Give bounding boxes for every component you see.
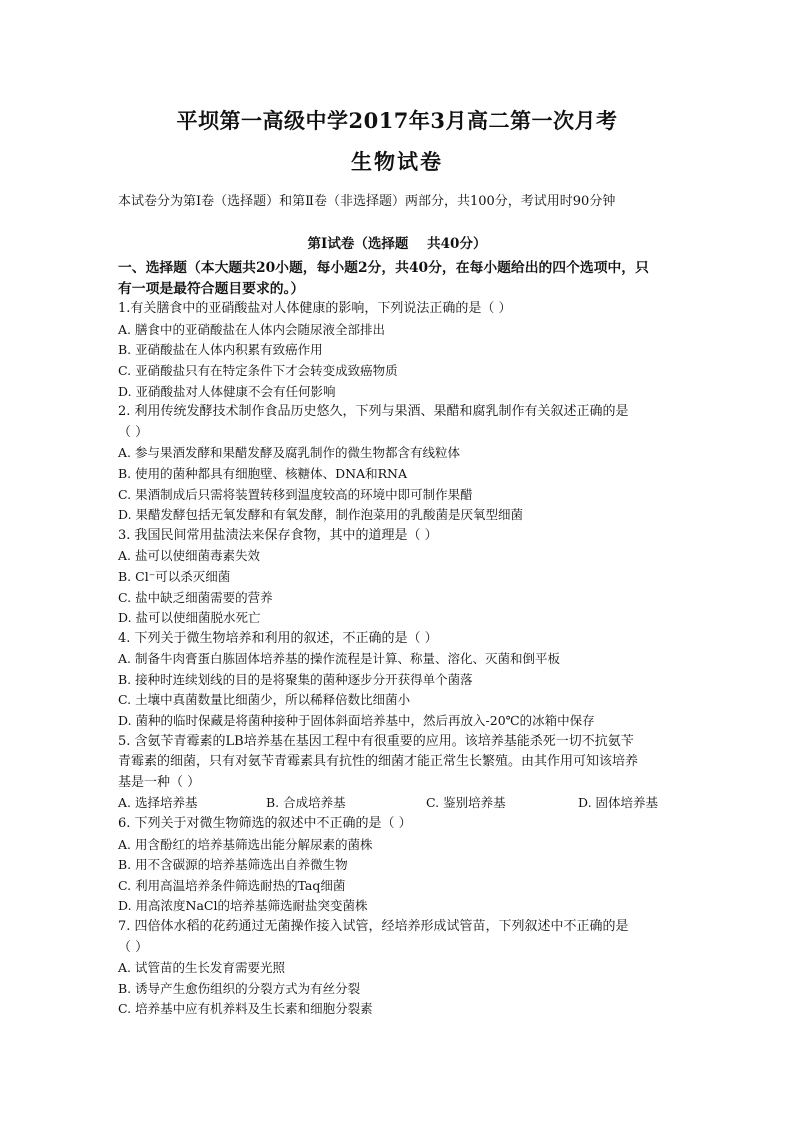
option-row [118,793,678,814]
option: A. 盐可以使细菌毒素失效 [118,548,260,564]
option: A. 参与果酒发酵和果醋发酵及腐乳制作的微生物都含有线粒体 [118,445,460,461]
question-stem: 6. 下列关于对微生物筛选的叙述中不正确的是（ ） [118,816,412,832]
option: D. 果醋发酵包括无氧发酵和有氧发酵，制作泡菜用的乳酸菌是厌氧型细菌 [118,507,524,523]
exam-subtitle: 生物试卷 [351,149,443,174]
option: B. 合成培养基 [266,795,346,811]
option: C. 培养基中应有机养料及生长素和细胞分裂素 [118,1001,373,1017]
option: D. 固体培养基 [578,795,659,811]
question-stem: 7. 四倍体水稻的花药通过无菌操作接入试管，经培养形成试管苗，下列叙述中不正确的是 [118,919,629,934]
option: C. 果酒制成后只需将装置转移到温度较高的环境中即可制作果醋 [118,486,473,502]
question-stem: 2. 利用传统发酵技术制作食品历史悠久，下列与果酒、果醋和腐乳制作有关叙述正确的是 [118,404,629,420]
option: B. 接种时连续划线的目的是将聚集的菌种逐步分开获得单个菌落 [118,671,473,687]
question-stem: 青霉素的细菌，只有对氨苄青霉素具有抗性的细菌才能正常生长繁殖。由其作用可知该培养 [118,754,639,770]
option: B. 诱导产生愈伤组织的分裂方式为有丝分裂 [118,980,361,996]
question-stem: 1.有关膳食中的亚硝酸盐对人体健康的影响，下列说法正确的是（ ） [118,301,512,317]
option: C. 利用高温培养条件筛选耐热的Taq细菌 [118,877,346,893]
option: C. 鉴别培养基 [426,795,506,811]
section-heading: 有一项是最符合题目要求的。） [118,280,305,297]
section-heading: 一、选择题（本大题共20小题，每小题2分，共40分，在每小题给出的四个选项中，只 [118,260,649,276]
option: B. 使用的菌种都具有细胞壁、核糖体、DNA和RNA [118,465,407,481]
question-stem: 基是一种（ ） [118,774,201,790]
option: A. 选择培养基 [118,795,198,811]
option: D. 菌种的临时保藏是将菌种接种于固体斜面培养基中，然后再放入-20℃的冰箱中保存 [118,713,595,729]
question-stem: 5. 含氨苄青霉素的LB培养基在基因工程中有很重要的应用。该培养基能杀死一切不抗氨苄 [118,733,634,749]
exam-intro: 本试卷分为第Ⅰ卷（选择题）和第Ⅱ卷（非选择题）两部分，共100分，考试用时90分钟 [118,194,616,209]
option: C. 亚硝酸盐只有在特定条件下才会转变成致癌物质 [118,362,398,378]
option: D. 盐可以使细菌脱水死亡 [118,610,261,626]
option: B. 亚硝酸盐在人体内积累有致癌作用 [118,342,323,358]
option: B. 用不含碳源的培养基筛选出自养微生物 [118,857,348,873]
option: A. 膳食中的亚硝酸盐在人体内会随尿液全部排出 [118,321,385,337]
option: C. 土壤中真菌数量比细菌少，所以稀释倍数比细菌小 [118,692,411,708]
question-stem: 3. 我国民间常用盐渍法来保存食物，其中的道理是（ ） [118,527,438,543]
exam-title: 平坝第一高级中学2017年3月高二第一次月考 [176,108,618,133]
option: B. Cl⁻可以杀灭细菌 [118,568,231,584]
option: D. 用高浓度NaCl的培养基筛选耐盐突变菌株 [118,898,368,914]
option: A. 试管苗的生长发育需要光照 [118,960,285,976]
question-stem: 4. 下列关于微生物培养和利用的叙述，不正确的是（ ） [118,630,438,646]
option: A. 用含酚红的培养基筛选出能分解尿素的菌株 [118,836,373,852]
option: C. 盐中缺乏细菌需要的营养 [118,589,273,605]
question-list [118,258,678,1020]
option: D. 亚硝酸盐对人体健康不会有任何影响 [118,383,336,399]
question-stem: （ ） [118,939,149,955]
option: A. 制备牛肉膏蛋白胨固体培养基的操作流程是计算、称量、溶化、灭菌和倒平板 [118,651,560,667]
section-title: 第Ⅰ试卷（选择题 共40分） [307,236,487,252]
question-stem: （ ） [118,424,149,440]
